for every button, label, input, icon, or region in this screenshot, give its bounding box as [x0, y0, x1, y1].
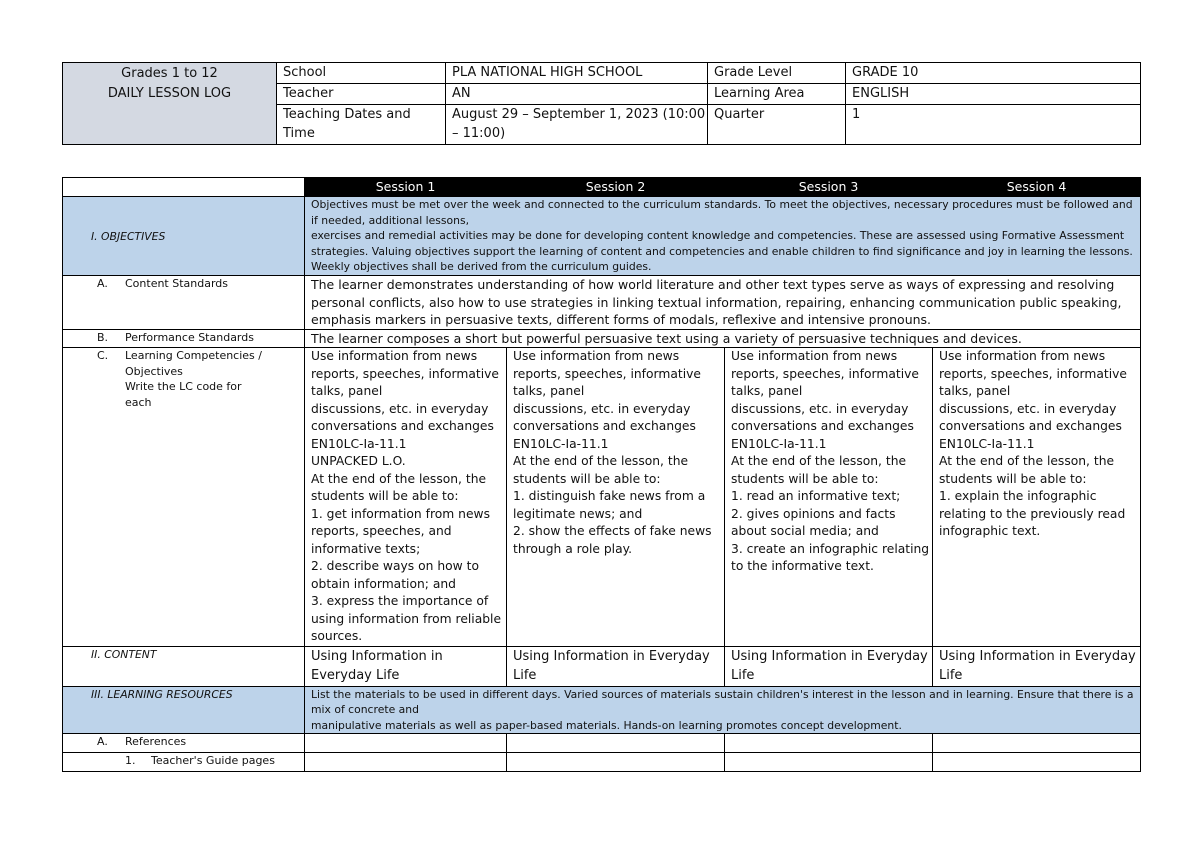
- content-session-3: Using Information in Everyday Life: [725, 646, 933, 686]
- blank-header-cell: [63, 178, 305, 197]
- lc-session-4: Use information from news reports, speeches, informative talks, panel discussions, etc. in everyday conversations and exchanges EN10LC-Ia-11.1 At the end of the lesson, the students will be able to: 1. explain the infographic relating to the previously read infographic text.: [933, 348, 1141, 647]
- learning-competencies-label: [63, 348, 305, 647]
- teachers-guide-session-3: [725, 753, 933, 772]
- teachers-guide-row: [63, 753, 1141, 772]
- lesson-log-table: [62, 177, 1141, 772]
- school-value: PLA NATIONAL HIGH SCHOOL: [446, 63, 708, 84]
- learning-competencies-prefix: C.: [97, 349, 109, 362]
- grade-level-label: Grade Level: [708, 63, 846, 84]
- teachers-guide-prefix: 1.: [125, 754, 136, 767]
- dates-value: August 29 – September 1, 2023 (10:00 – 11:00): [446, 105, 708, 145]
- performance-standards-row: [63, 329, 1141, 348]
- content-standards-label-text: Content Standards: [125, 277, 229, 290]
- grade-level-value: GRADE 10: [846, 63, 1141, 84]
- references-label: [63, 734, 305, 753]
- references-row: [63, 734, 1141, 753]
- session-3-header: Session 3: [725, 178, 933, 197]
- dates-label: Teaching Dates and Time: [277, 105, 446, 145]
- learning-resources-row: [63, 686, 1141, 734]
- quarter-label: Quarter: [708, 105, 846, 145]
- session-1-header: Session 1: [305, 178, 507, 197]
- content-label: II. CONTENT: [63, 646, 305, 686]
- objectives-text: Objectives must be met over the week and connected to the curriculum standards. To meet the objectives, necessary procedures must be followed and if needed, additional lessons, exercises and remedial activities may be done for developing content knowledge and competencies. These are assessed using Formative Assessment strategies. Valuing objectives support the learning of content and competencies and enable children to find significance and joy in learning the lessons. Weekly objectives shall be derived from the curriculum guides.: [305, 197, 1141, 276]
- objectives-row: [63, 197, 1141, 276]
- learning-area-value: ENGLISH: [846, 84, 1141, 105]
- session-header-row: [63, 178, 1141, 197]
- performance-standards-prefix: B.: [97, 330, 109, 344]
- content-standards-label: [63, 276, 305, 330]
- content-standards-text: The learner demonstrates understanding of how world literature and other text types serve as ways of expressing and resolving personal conflicts, also how to use strategies in linking textual information, repairing, enhancing communication public speaking, emphasis markers in persuasive texts, different forms of modals, reflexive and intensive pronouns.: [305, 276, 1141, 330]
- session-4-header: Session 4: [933, 178, 1141, 197]
- learning-competencies-label-text: Learning Competencies / Objectives Write the LC code for each: [125, 349, 262, 409]
- performance-standards-text: The learner composes a short but powerful persuasive text using a variety of persuasive techniques and devices.: [305, 329, 1141, 348]
- content-session-1: Using Information in Everyday Life: [305, 646, 507, 686]
- content-standards-prefix: A.: [97, 277, 108, 290]
- teachers-guide-session-1: [305, 753, 507, 772]
- lc-session-1: Use information from news reports, speeches, informative talks, panel discussions, etc. in everyday conversations and exchanges EN10LC-Ia-11.1 UNPACKED L.O. At the end of the lesson, the students will be able to: 1. get information from news reports, speeches, and informative texts; 2. describe ways on how to obtain information; and 3. express the importance of using information from reliable sources.: [305, 348, 507, 647]
- performance-standards-label-text: Performance Standards: [125, 330, 254, 344]
- header-table: [62, 62, 1141, 145]
- dll-title-line2: DAILY LESSON LOG: [107, 86, 232, 101]
- references-session-2: [507, 734, 725, 753]
- dll-title-line1: Grades 1 to 12: [121, 66, 218, 81]
- lc-session-3: Use information from news reports, speeches, informative talks, panel discussions, etc. in everyday conversations and exchanges EN10LC-Ia-11.1 At the end of the lesson, the students will be able to: 1. read an informative text; 2. gives opinions and facts about social media; and 3. create an infographic relating to the informative text.: [725, 348, 933, 647]
- content-standards-row: [63, 276, 1141, 330]
- teachers-guide-session-4: [933, 753, 1141, 772]
- performance-standards-label: [63, 329, 305, 348]
- dll-title: [63, 63, 277, 145]
- session-2-header: Session 2: [507, 178, 725, 197]
- learning-resources-text: List the materials to be used in different days. Varied sources of materials sustain children's interest in the lesson and in learning. Ensure that there is a mix of concrete and manipulative materials as well as paper-based materials. Hands-on learning promotes concept development.: [305, 686, 1141, 734]
- content-row: [63, 646, 1141, 686]
- content-session-4: Using Information in Everyday Life: [933, 646, 1141, 686]
- teacher-value: AN: [446, 84, 708, 105]
- teachers-guide-session-2: [507, 753, 725, 772]
- references-session-4: [933, 734, 1141, 753]
- teachers-guide-label: [63, 753, 305, 772]
- quarter-value: 1: [846, 105, 1141, 145]
- references-prefix: A.: [97, 735, 108, 748]
- learning-competencies-row: [63, 348, 1141, 647]
- learning-area-label: Learning Area: [708, 84, 846, 105]
- references-label-text: References: [125, 735, 187, 748]
- references-session-3: [725, 734, 933, 753]
- objectives-label: I. OBJECTIVES: [63, 197, 305, 276]
- teacher-label: Teacher: [277, 84, 446, 105]
- references-session-1: [305, 734, 507, 753]
- content-session-2: Using Information in Everyday Life: [507, 646, 725, 686]
- lc-session-2: Use information from news reports, speeches, informative talks, panel discussions, etc. in everyday conversations and exchanges EN10LC-Ia-11.1 At the end of the lesson, the students will be able to: 1. distinguish fake news from a legitimate news; and 2. show the effects of fake news through a role play.: [507, 348, 725, 647]
- school-label: School: [277, 63, 446, 84]
- learning-resources-label: III. LEARNING RESOURCES: [63, 686, 305, 734]
- teachers-guide-label-text: Teacher's Guide pages: [151, 754, 275, 767]
